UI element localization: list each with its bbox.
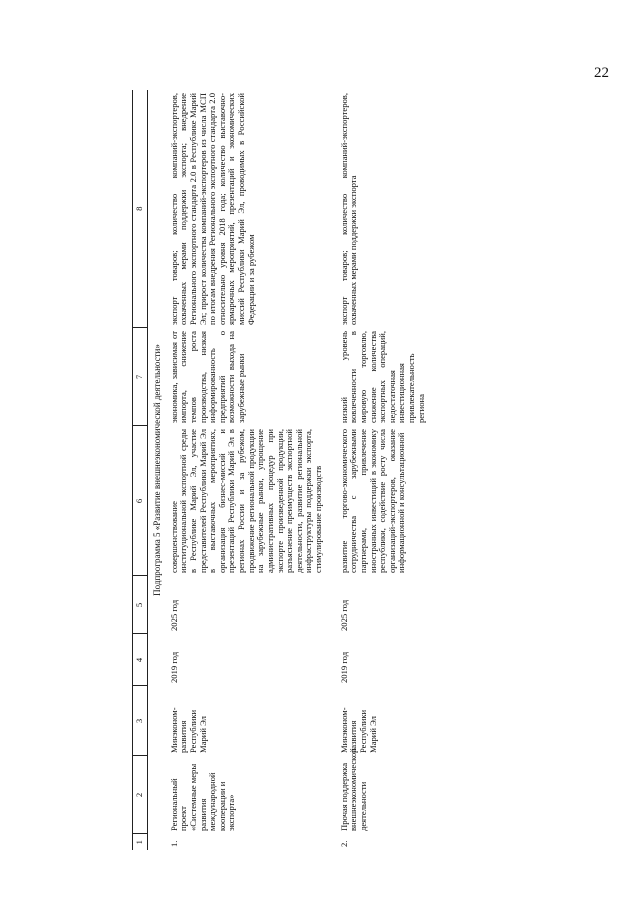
page-number: 22: [594, 65, 609, 81]
start-year: 2019 год: [338, 651, 349, 683]
program-table: [132, 90, 428, 850]
table-row: [168, 90, 326, 850]
column-number-row: [133, 90, 148, 850]
column-number: 4: [133, 634, 148, 686]
measure-content: совершенствование институциональной экспортной среды в Республике Марий Эл, участие представителей Республики Марий Эл в выставочных мероприятиях, организация бизнес-миссий и презентаций Республики Марий Эл в регионах России и за рубежом, продвижение региональной продукции на зарубежные рынки, упрощение административных процедур при экспорте произведенной продукции, разъяснение преимуществ экспортной деятельности, развитие региональной инфраструктуры поддержки экспорта, стимулирование производств: [168, 429, 324, 573]
end-year: 2025 год: [338, 599, 349, 631]
measure-content: развитие торгово-экономического сотрудничества с зарубежными партнерами, привлечение иностранных инвестиций в экономику республики, содействие росту числа организаций-экспортеров, оказание информационной и консультационной: [338, 429, 407, 573]
table-row: [326, 90, 429, 850]
row-number: 2.: [338, 840, 349, 847]
measure-name: Прочая поддержка внешнеэкономической деятельности: [338, 748, 368, 831]
executor: Минэконом-развития Республики Марий Эл: [338, 707, 378, 753]
subprogram-row: [147, 90, 168, 850]
measure-name: Региональный проект «Системные меры развития международной кооперации и экспорта»: [168, 763, 237, 831]
subprogram-title: Подпрограмма 5 «Развитие внешнеэкономической деятельности»: [151, 344, 162, 596]
executor: Минэконом-развития Республики Марий Эл: [168, 707, 208, 753]
related-indicators: экспорт товаров; количество компаний-экспортеров, охваченных мерами поддержки экспорта: [338, 93, 359, 325]
start-year: 2019 год: [168, 651, 179, 683]
column-number: 1: [133, 834, 148, 850]
column-number: 2: [133, 756, 148, 834]
row-number: 1.: [168, 840, 179, 847]
non-implementation-consequences: экономика, зависимая от импорта, снижение темпов роста производства, низкая информированность предприятий о возможности выхода на зарубежные рынки: [168, 331, 247, 423]
column-number: 7: [133, 328, 148, 426]
column-number: 3: [133, 686, 148, 756]
end-year: 2025 год: [168, 599, 179, 631]
non-implementation-consequences: низкий уровень вовлеченности в мировую торговлю, снижение количества экспортных операций, недостаточная инвестиционная привлекательность региона: [338, 331, 426, 423]
column-number: 6: [133, 426, 148, 576]
rotated-table-frame: [132, 90, 592, 850]
column-number: 5: [133, 576, 148, 634]
related-indicators: экспорт товаров; количество компаний-экспортеров, охваченных мерами поддержки экспорта; внедрение Регионального экспортного стандарта 2.0 в Республике Марий Эл; прирост количества компаний-экспортеров из числа МСП по итогам внедрения Регионального экспортного стандарта 2.0 относительно уровня 2018 года; количество выставочно-ярмарочных мероприятий, презентаций и экономических миссий Республики Марий Эл, проводимых в Российской Федерации и за рубежом: [168, 93, 256, 325]
column-number: 8: [133, 90, 148, 328]
